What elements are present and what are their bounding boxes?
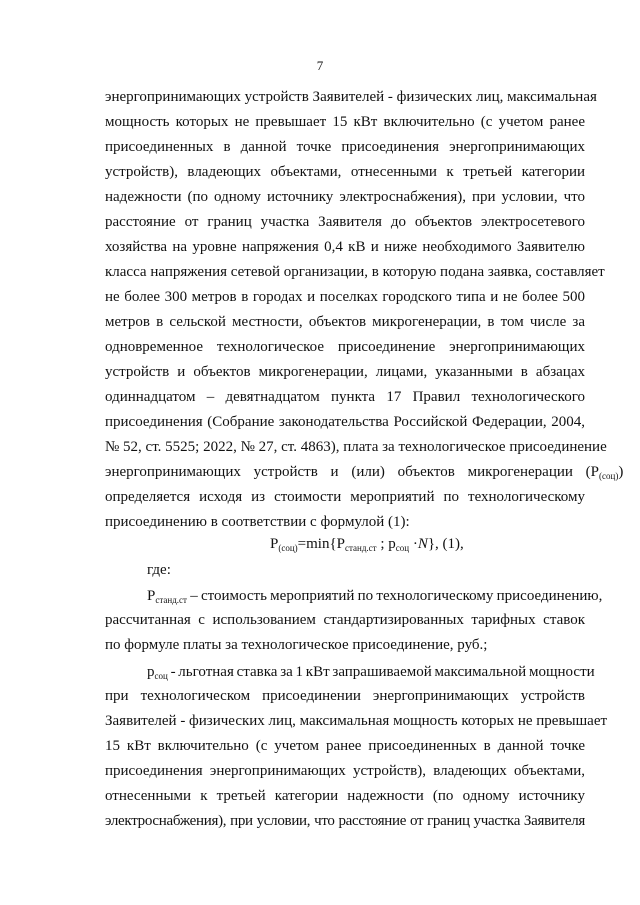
where-label: где: [147, 562, 171, 578]
text-line: одиннадцатом – девятнадцатом пункта 17 Правил технологического [105, 389, 585, 405]
definition-line [147, 586, 603, 606]
formula-text: }, (1), [427, 536, 464, 552]
text-line: одновременное технологическое присоединение энергопринимающих [105, 339, 585, 355]
text-line: класса напряжения сетевой организации, в которую подана заявка, составляет [105, 264, 605, 280]
definition-line [147, 662, 595, 682]
text-line: присоединения (Собрание законодательства Российской Федерации, 2004, [105, 414, 585, 430]
text-line: 15 кВт включительно (с учетом ранее присоединенных в данной точке [105, 738, 585, 754]
text-line: расстояние от границ участка Заявителя до объектов электросетевого [105, 214, 585, 230]
text-run: энергопринимающих устройств и (или) объектов микрогенерации (P [105, 464, 600, 480]
subscript: (соц) [278, 543, 298, 553]
text-run: - льготная ставка за 1 кВт запрашиваемой максимальной мощности [167, 664, 595, 680]
text-line: мощность которых не превышает 15 кВт включительно (с учетом ранее [105, 114, 585, 130]
def-symbol: p [147, 664, 155, 680]
formula-text: =min{P [297, 536, 345, 552]
formula-symbol: P [270, 536, 279, 552]
text-line: присоединенных в данной точке присоединения энергопринимающих [105, 139, 585, 155]
subscript: соц [395, 543, 410, 553]
text-line: по формуле платы за технологическое присоединение, руб.; [105, 637, 488, 653]
formula-text: · [409, 536, 418, 552]
text-line: электроснабжения), при условии, что расстояние от границ участка Заявителя [105, 813, 585, 829]
subscript: (соц) [599, 471, 619, 481]
formula-text: ; p [376, 536, 396, 552]
text-line: присоединению в соответствии с формулой (1): [105, 514, 410, 530]
text-line: № 52, ст. 5525; 2022, № 27, ст. 4863), плата за технологическое присоединение [105, 439, 607, 455]
text-line: Заявителей - физических лиц, максимальная мощность которых не превышает [105, 713, 608, 729]
text-line: устройств и объектов микрогенерации, лицами, указанными в абзацах [105, 364, 585, 380]
formula-1 [270, 534, 464, 554]
text-line: устройств), владеющих объектами, отнесенными к третьей категории [105, 164, 585, 180]
text-line: рассчитанная с использованием стандартизированных тарифных ставок [105, 612, 585, 628]
text-line: отнесенными к третьей категории надежности (по одному источнику [105, 788, 585, 804]
text-line: метров в сельской местности, объектов микрогенерации, в том числе за [105, 314, 585, 330]
page-number: 7 [316, 58, 324, 73]
text-line: хозяйства на уровне напряжения 0,4 кВ и ниже необходимого Заявителю [105, 239, 585, 255]
text-line: определяется исходя из стоимости мероприятий по технологическому [105, 489, 585, 505]
subscript: станд.ст [155, 595, 187, 605]
subscript: станд.ст [345, 543, 377, 553]
def-symbol: P [147, 588, 156, 604]
text-run: – стоимость мероприятий по технологическому присоединению, [186, 588, 603, 604]
text-line: присоединения энергопринимающих устройств), владеющих объектами, [105, 763, 585, 779]
text-line: не более 300 метров в городах и поселках городского типа и не более 500 [105, 289, 585, 305]
text-run: ) [618, 464, 624, 480]
text-line: при технологическом присоединении энергопринимающих устройств [105, 688, 585, 704]
text-line: надежности (по одному источнику электроснабжения), при условии, что [105, 189, 585, 205]
subscript: соц [154, 671, 168, 681]
text-line [105, 462, 624, 482]
text-line: энергопринимающих устройств Заявителей - физических лиц, максимальная [105, 89, 597, 105]
formula-variable: N [417, 536, 428, 552]
